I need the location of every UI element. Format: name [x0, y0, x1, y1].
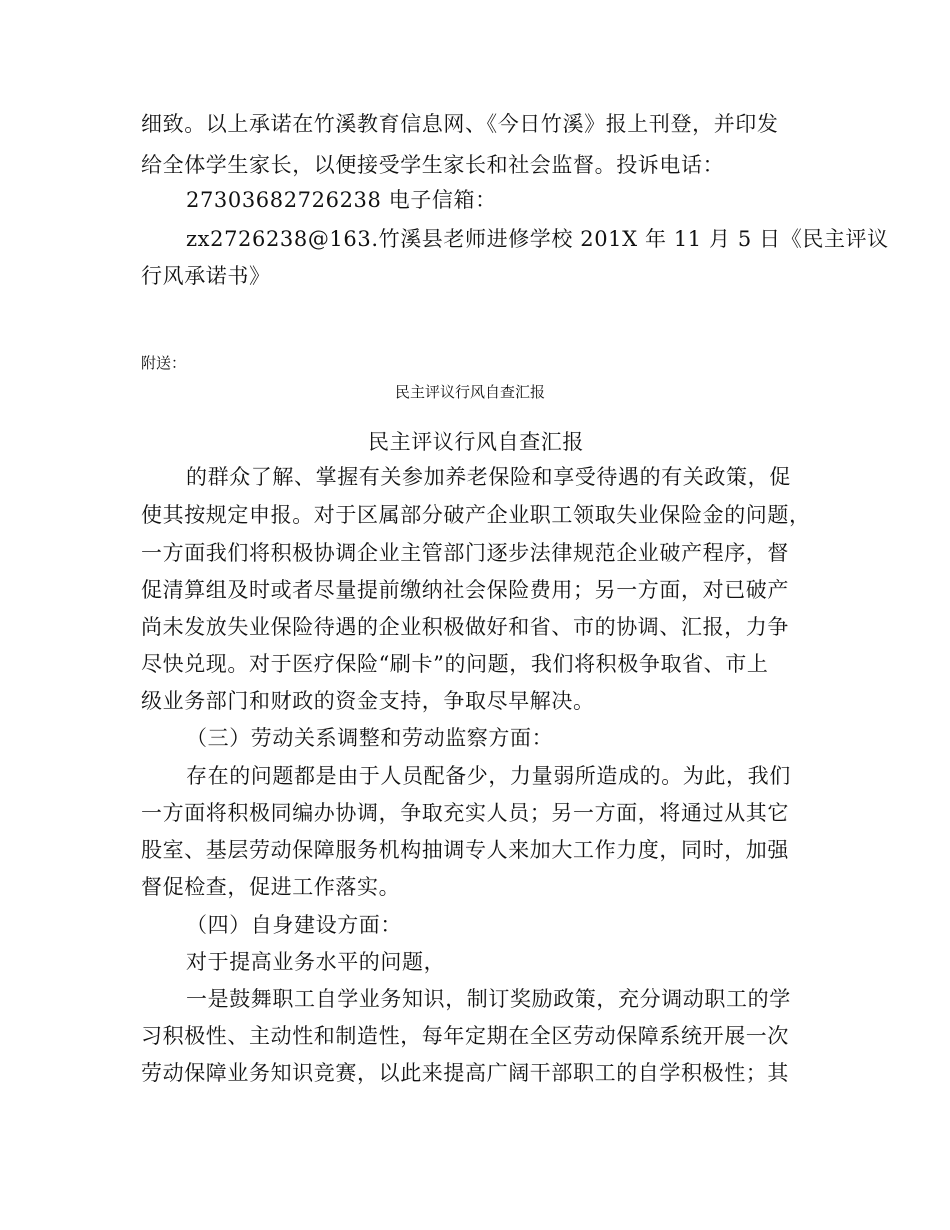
report-line-4: 促清算组及时或者尽量提前缴纳社会保险费用；另一方面，对已破产: [141, 578, 789, 602]
report-line-15: 一是鼓舞职工自学业务知识，制订奖励政策，充分调动职工的学: [186, 987, 791, 1011]
commitment-line-1: 细致。以上承诺在竹溪教育信息网、《今日竹溪》报上刊登，并印发: [141, 112, 779, 136]
report-line-1: 的群众了解、掌握有关参加养老保险和享受待遇的有关政策，促: [186, 465, 791, 489]
commitment-line-4: zx2726238@163.竹溪县老师进修学校 201X 年 11 月 5 日《民主评议: [186, 227, 889, 251]
report-line-5: 尚未发放失业保险待遇的企业积极做好和省、市的协调、汇报，力争: [141, 615, 789, 639]
report-line-2: 使其按规定申报。对于区属部分破产企业职工领取失业保险金的问题，: [141, 503, 811, 527]
section-heading-4: （四）自身建设方面：: [186, 913, 402, 937]
report-line-12: 督促检查，促进工作落实。: [141, 875, 401, 899]
report-line-14: 对于提高业务水平的问题，: [186, 950, 446, 974]
report-line-3: 一方面我们将积极协调企业主管部门逐步法律规范企业破产程序，督: [141, 541, 789, 565]
appendix-small-title: 民主评议行风自查汇报: [395, 383, 546, 401]
commitment-line-5: 行风承诺书》: [141, 264, 271, 288]
report-line-9: 存在的问题都是由于人员配备少，力量弱所造成的。为此，我们: [186, 764, 791, 788]
commitment-line-3: 27303682726238 电子信箱：: [186, 188, 497, 212]
report-line-6: 尽快兑现。对于医疗保险“刷卡”的问题，我们将积极争取省、市上: [141, 652, 769, 676]
report-line-7: 级业务部门和财政的资金支持，争取尽早解决。: [141, 689, 595, 713]
report-title: 民主评议行风自查汇报: [368, 430, 584, 454]
section-heading-3: （三）劳动关系调整和劳动监察方面：: [186, 726, 554, 750]
report-line-17: 劳动保障业务知识竞赛，以此来提高广阔干部职工的自学积极性；其: [141, 1061, 789, 1085]
commitment-line-2: 给全体学生家长，以便接受学生家长和社会监督。投诉电话：: [141, 153, 725, 177]
report-line-16: 习积极性、主动性和制造性，每年定期在全区劳动保障系统开展一次: [141, 1024, 789, 1048]
report-line-10: 一方面将积极同编办协调，争取充实人员；另一方面，将通过从其它: [141, 801, 789, 825]
appendix-label: 附送：: [141, 354, 187, 372]
report-line-11: 股室、基层劳动保障服务机构抽调专人来加大工作力度，同时，加强: [141, 838, 789, 862]
